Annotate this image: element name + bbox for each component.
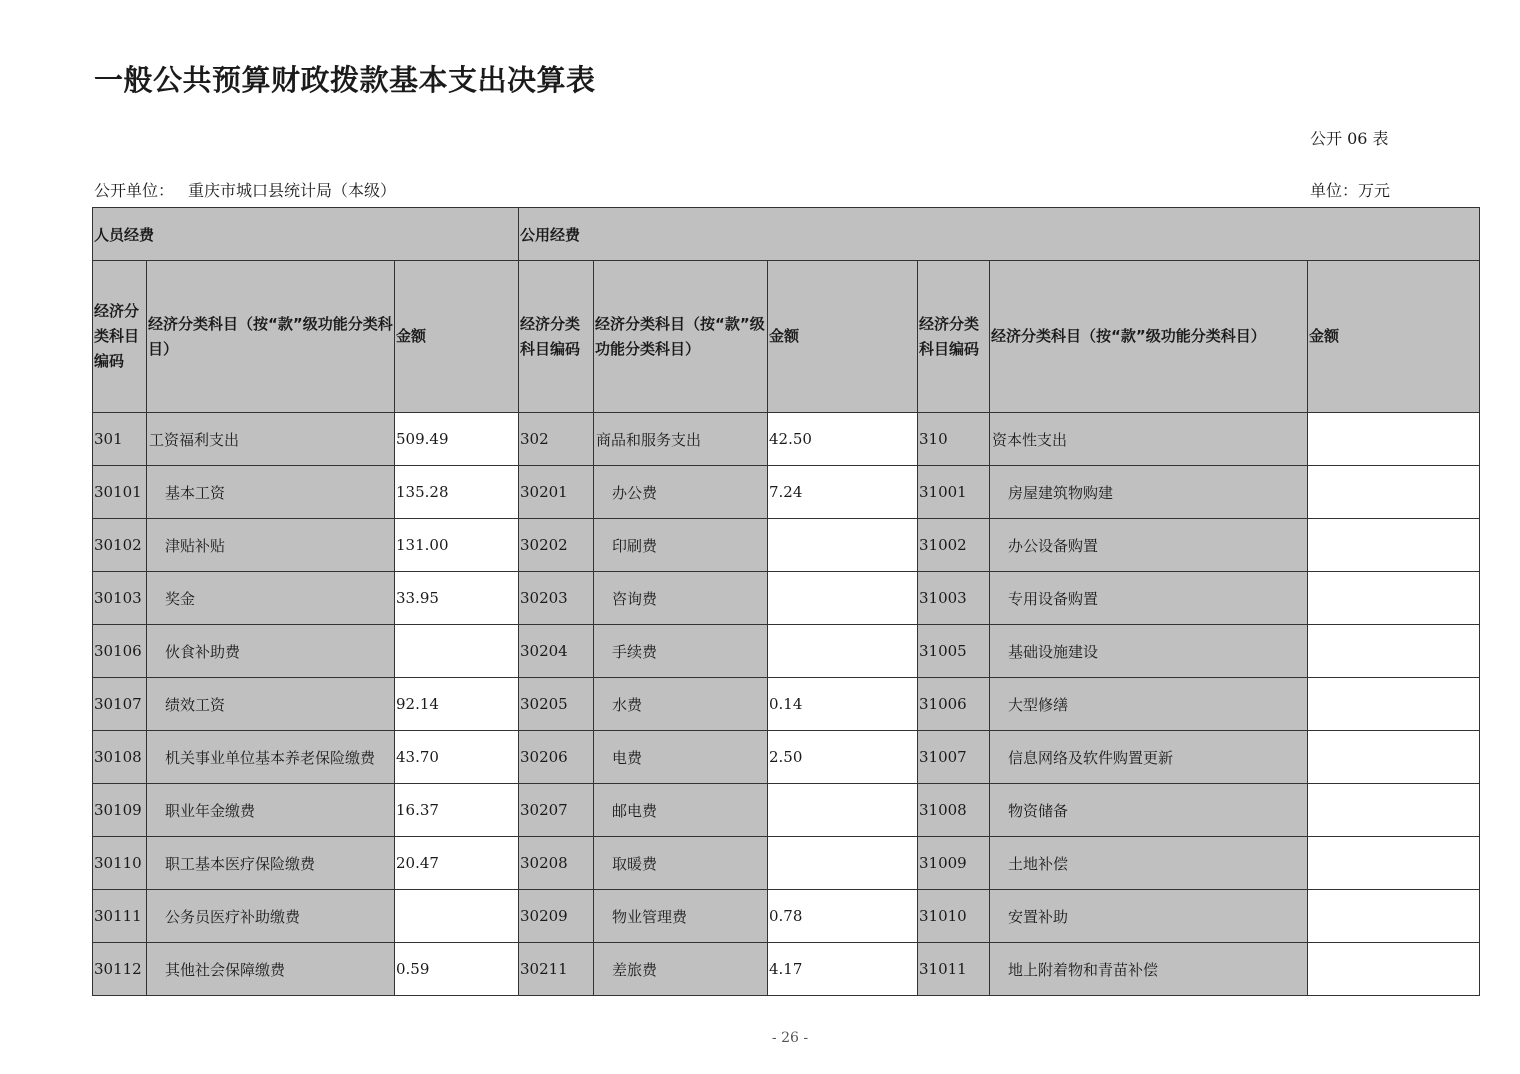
cell-p-code: 301 [93,413,147,466]
header-personnel-amount: 金额 [395,261,519,413]
cell-c-amount [1308,943,1480,996]
cell-c-amount [1308,413,1480,466]
cell-u-code: 30205 [519,678,594,731]
cell-u-code: 30208 [519,837,594,890]
cell-c-name: 安置补助 [990,890,1308,943]
table-row [93,837,1480,890]
cell-c-amount [1308,678,1480,731]
cell-c-amount [1308,519,1480,572]
section-personnel: 人员经费 [93,208,519,261]
table-row [93,890,1480,943]
header-personnel-code: 经济分类科目编码 [93,261,147,413]
cell-u-code: 30209 [519,890,594,943]
cell-c-name: 信息网络及软件购置更新 [990,731,1308,784]
header-public-amount: 金额 [768,261,918,413]
cell-c-amount [1308,572,1480,625]
cell-u-name: 商品和服务支出 [594,413,768,466]
cell-c-name: 办公设备购置 [990,519,1308,572]
cell-u-amount [768,519,918,572]
page-number: - 26 - [771,1030,809,1046]
unit-label: 公开单位： [94,181,175,200]
cell-c-amount [1308,466,1480,519]
cell-u-name: 咨询费 [594,572,768,625]
reporting-unit [94,178,396,201]
cell-p-code: 30103 [93,572,147,625]
cell-u-amount [768,625,918,678]
cell-u-amount: 42.50 [768,413,918,466]
cell-u-name: 电费 [594,731,768,784]
cell-p-name: 工资福利支出 [147,413,395,466]
cell-u-name: 印刷费 [594,519,768,572]
cell-u-code: 30203 [519,572,594,625]
cell-c-name: 地上附着物和青苗补偿 [990,943,1308,996]
table-row [93,519,1480,572]
cell-p-name: 奖金 [147,572,395,625]
table-row [93,413,1480,466]
cell-p-name: 职业年金缴费 [147,784,395,837]
cell-u-code: 30201 [519,466,594,519]
cell-p-code: 30107 [93,678,147,731]
column-header-row [93,261,1480,413]
cell-c-name: 土地补偿 [990,837,1308,890]
cell-p-code: 30106 [93,625,147,678]
cell-p-code: 30101 [93,466,147,519]
cell-c-code: 310 [918,413,990,466]
section-header-row [93,208,1480,261]
table-row [93,625,1480,678]
cell-p-name: 其他社会保障缴费 [147,943,395,996]
cell-u-code: 30211 [519,943,594,996]
cell-p-amount [395,625,519,678]
header-capital-amount: 金额 [1308,261,1480,413]
cell-u-code: 30206 [519,731,594,784]
cell-p-name: 公务员医疗补助缴费 [147,890,395,943]
table-row [93,731,1480,784]
cell-p-code: 30108 [93,731,147,784]
cell-c-amount [1308,837,1480,890]
expenditure-table [92,207,1480,996]
currency-unit: 单位：万元 [1310,181,1391,200]
cell-c-code: 31011 [918,943,990,996]
table-row [93,784,1480,837]
header-public-code: 经济分类科目编码 [519,261,594,413]
cell-c-code: 31002 [918,519,990,572]
cell-u-code: 30202 [519,519,594,572]
cell-u-amount: 2.50 [768,731,918,784]
table-row [93,572,1480,625]
cell-p-amount: 20.47 [395,837,519,890]
cell-u-amount: 0.78 [768,890,918,943]
cell-c-name: 房屋建筑物购建 [990,466,1308,519]
cell-u-amount [768,837,918,890]
cell-p-name: 机关事业单位基本养老保险缴费 [147,731,395,784]
cell-p-amount: 43.70 [395,731,519,784]
table-number: 公开 06 表 [1310,129,1389,148]
cell-u-amount: 7.24 [768,466,918,519]
cell-u-code: 30207 [519,784,594,837]
cell-c-code: 31010 [918,890,990,943]
cell-u-name: 办公费 [594,466,768,519]
cell-c-name: 基础设施建设 [990,625,1308,678]
cell-p-name: 基本工资 [147,466,395,519]
cell-p-name: 伙食补助费 [147,625,395,678]
cell-p-amount: 92.14 [395,678,519,731]
cell-u-name: 邮电费 [594,784,768,837]
cell-p-code: 30109 [93,784,147,837]
cell-u-code: 30204 [519,625,594,678]
cell-c-name: 物资储备 [990,784,1308,837]
cell-u-amount: 0.14 [768,678,918,731]
cell-p-code: 30112 [93,943,147,996]
table-row [93,678,1480,731]
cell-p-amount: 135.28 [395,466,519,519]
cell-u-name: 取暖费 [594,837,768,890]
page-title: 一般公共预算财政拨款基本支出决算表 [94,63,596,97]
cell-c-code: 31008 [918,784,990,837]
cell-u-amount [768,572,918,625]
cell-p-name: 职工基本医疗保险缴费 [147,837,395,890]
cell-p-amount [395,890,519,943]
cell-c-code: 31001 [918,466,990,519]
cell-p-code: 30102 [93,519,147,572]
cell-c-code: 31005 [918,625,990,678]
cell-c-name: 专用设备购置 [990,572,1308,625]
cell-p-code: 30110 [93,837,147,890]
header-public-name: 经济分类科目（按“款”级功能分类科目） [594,261,768,413]
cell-c-amount [1308,625,1480,678]
cell-u-amount [768,784,918,837]
header-personnel-name: 经济分类科目（按“款”级功能分类科目） [147,261,395,413]
cell-p-name: 绩效工资 [147,678,395,731]
cell-u-name: 差旅费 [594,943,768,996]
cell-u-name: 物业管理费 [594,890,768,943]
cell-u-name: 手续费 [594,625,768,678]
cell-c-code: 31007 [918,731,990,784]
cell-c-amount [1308,731,1480,784]
header-capital-code: 经济分类科目编码 [918,261,990,413]
unit-name: 重庆市城口县统计局（本级） [188,181,397,200]
cell-p-amount: 0.59 [395,943,519,996]
table-row [93,943,1480,996]
cell-c-code: 31009 [918,837,990,890]
cell-c-amount [1308,784,1480,837]
cell-p-code: 30111 [93,890,147,943]
cell-c-amount [1308,890,1480,943]
cell-c-code: 31003 [918,572,990,625]
section-public: 公用经费 [519,208,1480,261]
cell-u-amount: 4.17 [768,943,918,996]
cell-p-amount: 509.49 [395,413,519,466]
cell-u-name: 水费 [594,678,768,731]
header-capital-name: 经济分类科目（按“款”级功能分类科目） [990,261,1308,413]
table-row [93,466,1480,519]
cell-c-code: 31006 [918,678,990,731]
cell-p-amount: 16.37 [395,784,519,837]
cell-p-amount: 131.00 [395,519,519,572]
cell-c-name: 大型修缮 [990,678,1308,731]
cell-p-name: 津贴补贴 [147,519,395,572]
cell-u-code: 302 [519,413,594,466]
cell-p-amount: 33.95 [395,572,519,625]
cell-c-name: 资本性支出 [990,413,1308,466]
